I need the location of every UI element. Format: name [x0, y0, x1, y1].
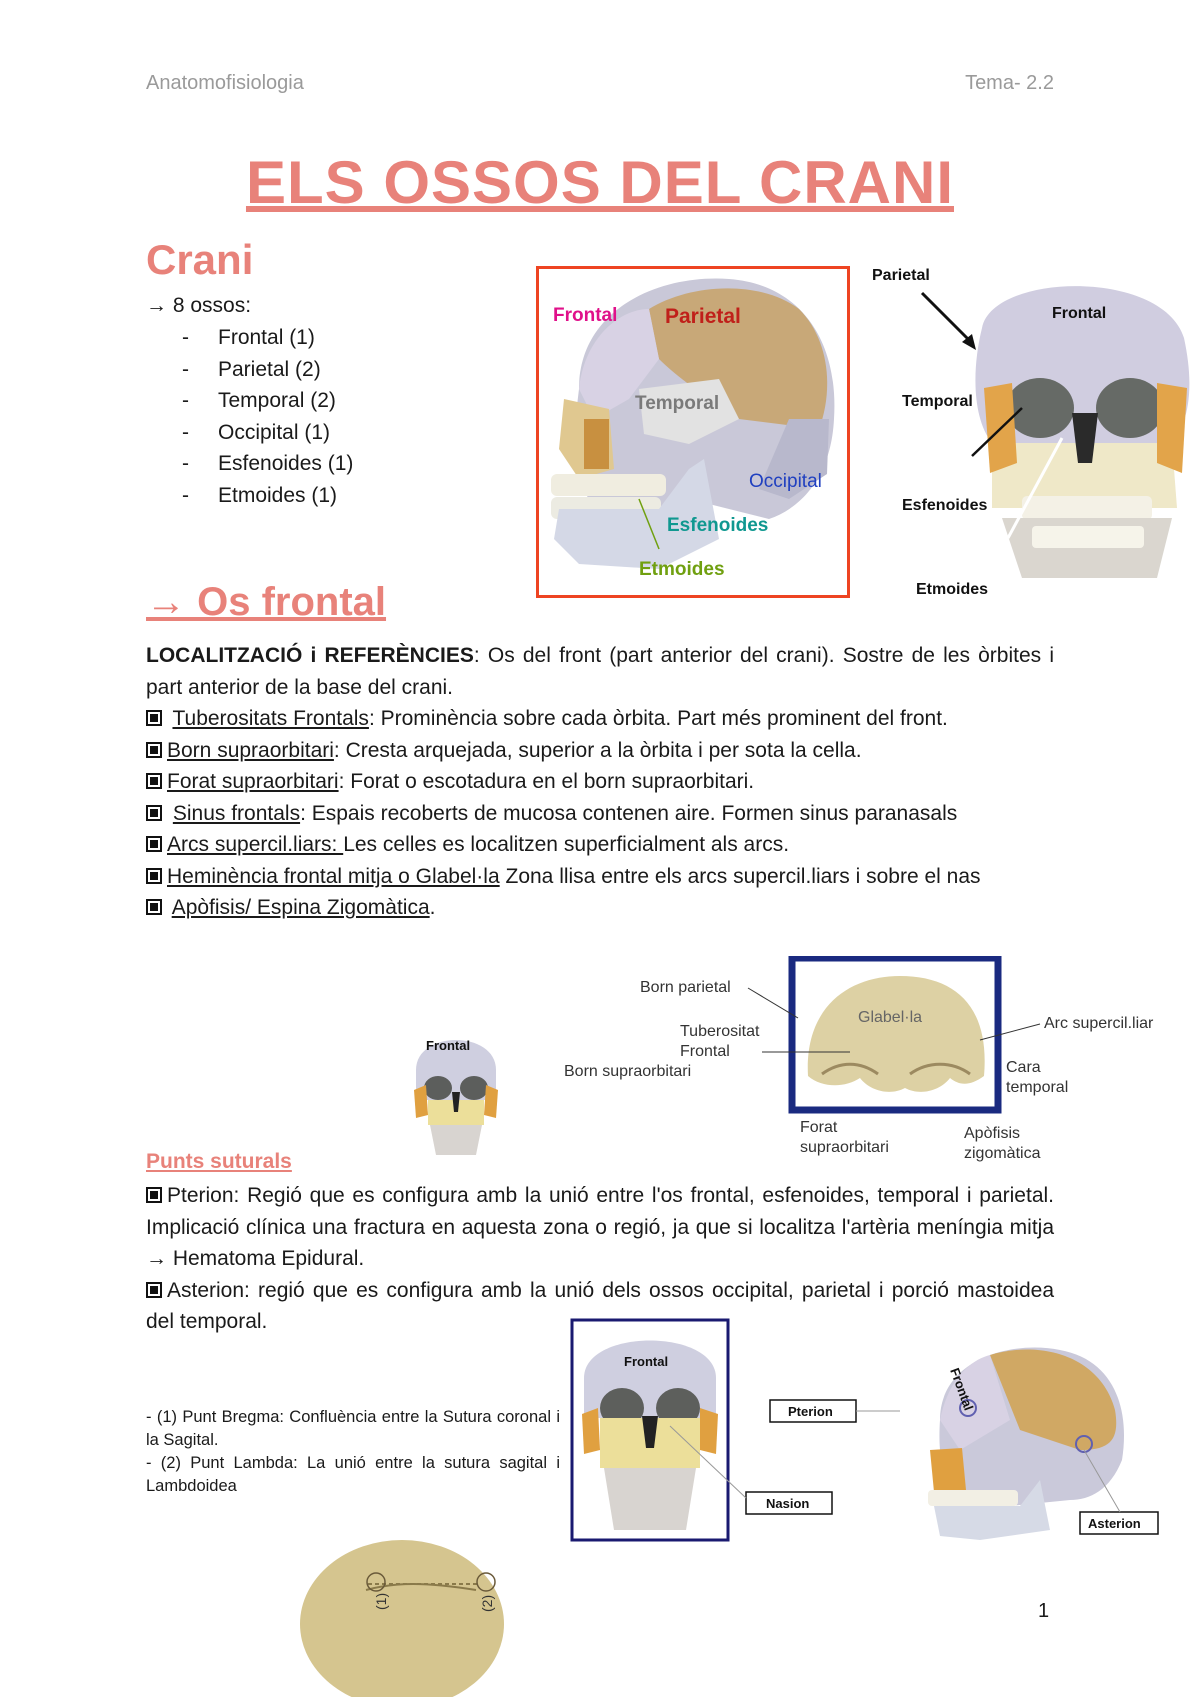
- label-apofisis: Apòfisis: [964, 1125, 1021, 1142]
- label-occipital: Occipital: [749, 471, 822, 492]
- list-item: Sinus frontals: Espais recoberts de mucosa contenen aire. Formen sinus paranasals: [146, 798, 1054, 830]
- skull-lateral-illustration: [539, 269, 847, 595]
- label-nasion: Nasion: [766, 1496, 810, 1511]
- list-item: Forat supraorbitari: Forat o escotadura en el born supraorbitari.: [146, 766, 1054, 798]
- label-tuberositat: Tuberositat: [680, 1023, 760, 1040]
- label-parietal: Parietal: [872, 267, 930, 284]
- label-bregma-1: (1): [373, 1592, 389, 1610]
- bullet-icon: [146, 805, 162, 821]
- list-item: - Frontal (1): [182, 326, 315, 349]
- skull-frontal-illustration: [872, 258, 1192, 598]
- punts-suturals-text: [146, 1180, 1054, 1338]
- label-etmoides: Etmoides: [916, 581, 989, 598]
- label-asterion: Asterion: [1088, 1516, 1141, 1531]
- page-number: 1: [1038, 1600, 1050, 1622]
- section-heading-crani: Crani: [146, 236, 254, 283]
- label-esfenoides: Esfenoides: [902, 497, 988, 514]
- list-item: Heminència frontal mitja o Glabel·la Zona llisa entre els arcs supercil.liars i sobre el nas: [146, 861, 1054, 893]
- label-apofisis-zigomatica: zigomàtica: [964, 1145, 1041, 1162]
- label-pterion: Pterion: [788, 1404, 833, 1419]
- label-esfenoides: Esfenoides: [667, 515, 769, 536]
- figure-skull-top: [296, 1520, 506, 1697]
- label-born-supraorbitari: Born supraorbitari: [564, 1063, 692, 1080]
- header-right: Tema- 2.2: [965, 72, 1054, 94]
- label-frontal: Frontal: [947, 1365, 977, 1413]
- label-born-parietal: Born parietal: [640, 979, 731, 996]
- figure-small-frontal-skull: [408, 1030, 504, 1160]
- label-frontal: Frontal: [624, 1354, 669, 1369]
- label-etmoides: Etmoides: [639, 559, 725, 580]
- label-glabella: Glabel·la: [858, 1009, 923, 1026]
- list-item: Pterion: Regió que es configura amb la unió entre l'os frontal, esfenoides, temporal i parietal. Implicació clínica una fractura en aquesta zona o regió, ja que si localitza l'artèria meníngia mitja → Hematoma Epidural.: [146, 1184, 1054, 1270]
- label-frontal: Frontal: [1052, 305, 1107, 322]
- figure-lateral-skull: [536, 266, 850, 598]
- label-frontal: Frontal: [553, 305, 618, 326]
- figure-frontal-skull: [872, 258, 1192, 598]
- bullet-icon: [146, 868, 162, 884]
- list-item: - Etmoides (1): [182, 483, 338, 507]
- header-left: Anatomofisiologia: [146, 72, 304, 94]
- section-heading-os-frontal: → Os frontal: [146, 580, 387, 624]
- list-item: Tuberositats Frontals: Prominència sobre cada òrbita. Part més prominent del front.: [146, 703, 1054, 735]
- label-temporal: Temporal: [902, 393, 973, 410]
- skull-asterion-illustration: [900, 1340, 1160, 1546]
- note-lambda: - (2) Punt Lambda: La unió entre la sutura sagital i Lambdoidea: [146, 1454, 560, 1495]
- bullet-icon: [146, 710, 162, 726]
- label-cara-temporal: temporal: [1006, 1079, 1069, 1096]
- label-frontal: Frontal: [426, 1038, 471, 1053]
- page-title: ELS OSSOS DEL CRANI: [245, 149, 954, 216]
- bullet-icon: [146, 742, 162, 758]
- notes-punts: [146, 1406, 560, 1498]
- bullet-icon: [146, 1187, 162, 1203]
- list-item: Arcs supercil.liars: Les celles es localitzen superficialment als arcs.: [146, 829, 1054, 861]
- label-cara: Cara: [1006, 1059, 1041, 1076]
- list-item: - Occipital (1): [182, 420, 331, 444]
- list-item: Asterion: regió que es configura amb la unió dels ossos occipital, parietal i porció mastoidea del temporal.: [146, 1278, 1054, 1333]
- crani-list: [146, 322, 353, 511]
- label-arc-supercilliar: Arc supercil.liar: [1044, 1015, 1154, 1032]
- label-forat: Forat: [800, 1119, 838, 1136]
- bullet-icon: [146, 899, 162, 915]
- figure-frontal-bone: [560, 956, 1190, 1166]
- bullet-icon: [146, 1282, 162, 1298]
- os-frontal-text: [146, 640, 1054, 924]
- figure-skull-asterion: [900, 1340, 1160, 1546]
- frontal-bone-illustration: [560, 956, 1190, 1166]
- skull-nasion-illustration: [570, 1318, 900, 1544]
- list-item: Born supraorbitari: Cresta arquejada, superior a la òrbita i per sota la cella.: [146, 735, 1054, 767]
- bullet-icon: [146, 773, 162, 789]
- list-item: - Esfenoides (1): [182, 452, 354, 475]
- section-heading-punts-suturals: Punts suturals: [146, 1150, 292, 1173]
- skull-small-illustration: [408, 1030, 504, 1160]
- label-tuberositat-frontal: Frontal: [680, 1043, 730, 1060]
- label-temporal: Temporal: [635, 393, 720, 414]
- list-item: Apòfisis/ Espina Zigomàtica.: [146, 892, 1054, 924]
- note-bregma: - (1) Punt Bregma: Confluència entre la Sutura coronal i la Sagital.: [146, 1408, 560, 1449]
- crani-intro: → 8 ossos:: [146, 294, 252, 317]
- bullet-icon: [146, 836, 162, 852]
- list-item: - Parietal (2): [182, 357, 321, 381]
- paragraph-localitzacio: LOCALITZACIÓ i REFERÈNCIES: Os del front (part anterior del crani). Sostre de les òrbites i part anterior de la base del crani.: [146, 644, 1054, 699]
- label-parietal: Parietal: [665, 305, 741, 328]
- label-forat-supraorbitari: supraorbitari: [800, 1139, 889, 1156]
- figure-skull-nasion: [570, 1318, 900, 1544]
- skull-top-illustration: [296, 1520, 506, 1697]
- label-lambda-2: (2): [479, 1594, 495, 1612]
- list-item: - Temporal (2): [182, 389, 336, 412]
